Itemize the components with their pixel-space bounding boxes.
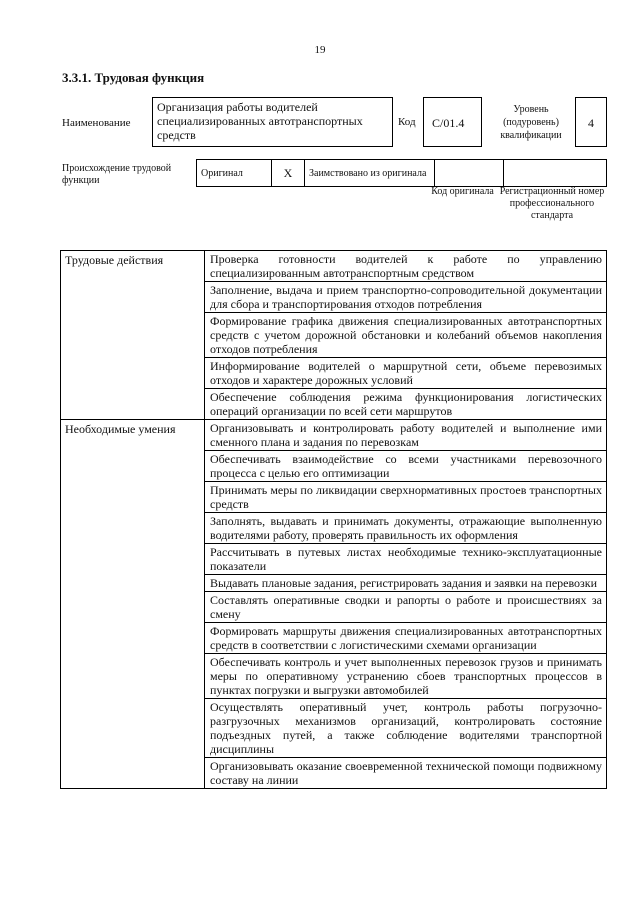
origin-table <box>196 159 607 187</box>
section-category-cell: Трудовые действия <box>61 251 205 420</box>
function-name-box: Организация работы водителей специализированных автотранспортных средств <box>152 97 393 147</box>
section-item-cell: Проверка готовности водителей к работе по управлению специализированным автотранспортным средством <box>205 251 607 282</box>
section-item-cell: Заполнять, выдавать и принимать документы, отражающие выполненную водителями работу, проверять правильность их оформления <box>205 513 607 544</box>
section-title: 3.3.1. Трудовая функция <box>62 70 205 85</box>
name-label: Наименование <box>62 117 131 129</box>
section-item-cell: Обеспечивать контроль и учет выполненных перевозок грузов и принимать меры по оперативному устранению сбоев транспортных процессов в пунктах погрузки и выгрузки автомобилей <box>205 654 607 699</box>
section-item-cell: Принимать меры по ликвидации сверхнормативных простоев транспортных средств <box>205 482 607 513</box>
level-label: Уровень (подуровень) квалификации <box>500 104 562 141</box>
section-item-cell: Формировать маршруты движения специализированных автотранспортных средств в соответствии с логистическими схемами организации <box>205 623 607 654</box>
original-mark-cell: X <box>272 160 305 187</box>
borrowed-label-cell: Заимствовано из оригинала <box>305 160 435 187</box>
original-code-cell <box>435 160 504 187</box>
page-number: 19 <box>314 44 326 56</box>
section-item-cell: Обеспечивать взаимодействие со всеми участниками перевозочного процесса с целью его оптимизации <box>205 451 607 482</box>
section-item-cell: Организовывать и контролировать работу водителей и выполнение ими сменного плана и задания по перевозкам <box>205 420 607 451</box>
competency-table <box>60 250 607 789</box>
code-value-box: C/01.4 <box>423 97 482 147</box>
table-row <box>61 251 607 282</box>
reg-number-caption: Регистрационный номер профессионального стандарта <box>499 186 605 221</box>
section-item-cell: Выдавать плановые задания, регистрировать задания и заявки на перевозки <box>205 575 607 592</box>
section-item-cell: Рассчитывать в путевых листах необходимые технико-эксплуатационные показатели <box>205 544 607 575</box>
section-item-cell: Формирование графика движения специализированных автотранспортных средств с учетом дорожной обстановки и колебаний объемов накопления отходов потребления <box>205 313 607 358</box>
section-item-cell: Организовывать оказание своевременной технической помощи подвижному составу на линии <box>205 758 607 789</box>
section-item-cell: Осуществлять оперативный учет, контроль работы погрузочно-разгрузочных механизмов организаций, контролировать состояние подъездных путей, а также соблюдение водителями транспортной дисциплины <box>205 699 607 758</box>
section-item-cell: Информирование водителей о маршрутной сети, объеме перевозимых отходов и характере дорожных условий <box>205 358 607 389</box>
original-label-cell: Оригинал <box>197 160 272 187</box>
section-item-cell: Заполнение, выдача и прием транспортно-сопроводительной документации для сбора и транспортирования отходов потребления <box>205 282 607 313</box>
level-value-box: 4 <box>575 97 607 147</box>
section-item-cell: Составлять оперативные сводки и рапорты о работе и происшествиях за смену <box>205 592 607 623</box>
table-row <box>61 420 607 451</box>
reg-number-cell <box>504 160 607 187</box>
section-item-cell: Обеспечение соблюдения режима функционирования логистических операций организации по всей сети маршрутов <box>205 389 607 420</box>
code-label: Код <box>398 116 416 128</box>
section-category-cell: Необходимые умения <box>61 420 205 789</box>
original-code-caption: Код оригинала <box>431 186 494 197</box>
origin-label: Происхождение трудовой функции <box>62 163 172 186</box>
